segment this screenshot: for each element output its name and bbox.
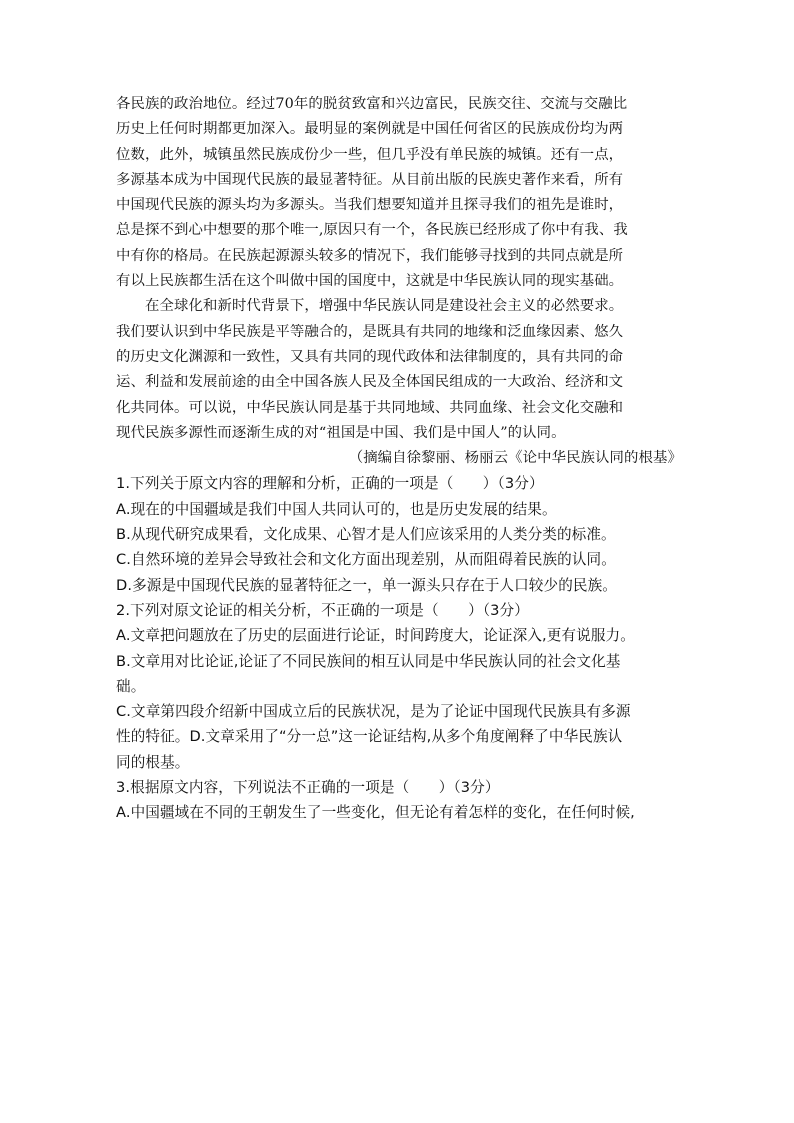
passage-line: 中国现代民族的源头均为多源头。当我们想要知道并且探寻我们的祖先是谁时， (116, 197, 624, 214)
answer-option: 性的特征。D.文章采用了“分一总”这一论证结构,从多个角度阐释了中华民族认 (116, 728, 623, 746)
passage-line: 历史上任何时期都更加深入。最明显的案例就是中国任何省区的民族成份均为两 (116, 121, 624, 138)
answer-option: A.中国疆域在不同的王朝发生了一些变化，但无论有着怎样的变化，在任何时候, (116, 804, 635, 822)
passage-line: 我们要认识到中华民族是平等融合的，是既具有共同的地缘和泛血缘因素、悠久 (116, 323, 624, 340)
passage-line: 多源基本成为中国现代民族的最显著特征。从目前出版的民族史著作来看，所有 (116, 171, 624, 188)
passage-line: 位数，此外，城镇虽然民族成份少一些，但几乎没有单民族的城镇。还有一点， (116, 146, 624, 163)
document-page (116, 92, 682, 826)
question-stem: 2.下列对原文论证的相关分析，不正确的一项是（ ）（3分） (116, 601, 529, 619)
answer-option: C.自然环境的差异会导致社会和文化方面出现差别，从而阻碍着民族的认同。 (116, 551, 616, 569)
passage (116, 92, 682, 471)
passage-line: 有以上民族都生活在这个叫做中国的国度中，这就是中华民族认同的现实基础。 (116, 273, 624, 290)
answer-option: 础。 (116, 677, 146, 695)
passage-line: 运、利益和发展前途的由全中国各族人民及全体国民组成的一大政治、经济和文 (116, 374, 624, 391)
answer-option: D.多源是中国现代民族的显著特征之一，单一源头只存在于人口较少的民族。 (116, 576, 617, 594)
answer-option: A.文章把问题放在了历史的层面进行论证，时间跨度大，论证深入,更有说服力。 (116, 627, 635, 645)
answer-option: B.文章用对比论证,论证了不同民族间的相互认同是中华民族认同的社会文化基 (116, 652, 621, 670)
question-stem: 3.根据原文内容，下列说法不正确的一项是（ ）（3分） (116, 779, 500, 797)
passage-line: 在全球化和新时代背景下，增强中华民族认同是建设社会主义的必然要求。 (145, 298, 624, 315)
answer-option: A.现在的中国疆域是我们中国人共同认可的，也是历史发展的结果。 (116, 500, 557, 518)
passage-line: 中有你的格局。在民族起源源头较多的情况下，我们能够寻找到的共同点就是所 (116, 247, 624, 264)
answer-option: 同的根基。 (116, 753, 190, 771)
passage-line: 总是探不到心中想要的那个唯一,原因只有一个，各民族已经形成了你中有我、我 (116, 222, 628, 239)
passage-line: 现代民族多源性而逐渐生成的对“祖国是中国、我们是中国人”的认同。 (116, 424, 566, 441)
questions (116, 471, 682, 825)
passage-source: （摘编自徐黎丽、杨丽云《论中华民族认同的根基》 (348, 450, 682, 467)
passage-line: 的历史文化渊源和一致性，又具有共同的现代政体和法律制度的，具有共同的命 (116, 348, 624, 365)
passage-line: 各民族的政治地位。经过70年的脱贫致富和兴边富民，民族交往、交流与交融比 (116, 96, 628, 112)
answer-option: B.从现代研究成果看，文化成果、心智才是人们应该采用的人类分类的标准。 (116, 526, 616, 544)
question-stem: 1.下列关于原文内容的理解和分析，正确的一项是（ ）（3分） (116, 475, 544, 493)
answer-option: C.文章第四段介绍新中国成立后的民族状况，是为了论证中国现代民族具有多源 (116, 703, 631, 721)
passage-line: 化共同体。可以说，中华民族认同是基于共同地域、共同血缘、社会文化交融和 (116, 399, 624, 416)
